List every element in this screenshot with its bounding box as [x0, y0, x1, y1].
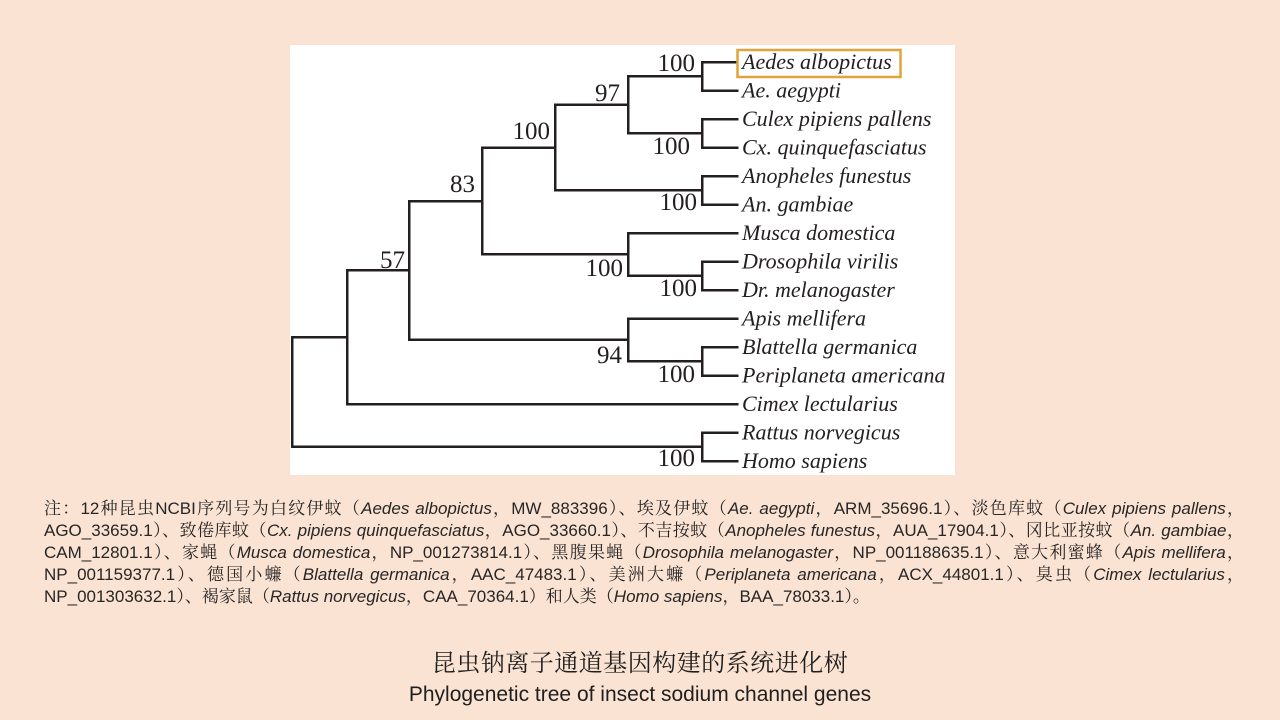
species-name: Blattella germanica: [302, 565, 450, 584]
phylogenetic-tree: [290, 45, 955, 475]
note-segment: ，MW_883396）、埃及伊蚊（: [491, 499, 728, 518]
title-en: Phylogenetic tree of insect sodium channel genes: [408, 683, 872, 706]
bootstrap-value: 100: [659, 189, 697, 216]
note-segment: ，NP_001188635.1）、意大利蜜蜂（: [833, 543, 1123, 562]
bootstrap-value: 100: [657, 361, 695, 388]
bootstrap-value: 83: [450, 171, 475, 198]
bootstrap-value: 100: [512, 118, 550, 145]
title-zh: 昆虫钠离子通道基因构建的系统进化树: [431, 650, 849, 677]
note-segment: ，ARM_35696.1）、淡色库蚊（: [814, 499, 1063, 518]
taxon-label: Dr. melanogaster: [742, 277, 895, 302]
species-name: Cimex lectularius: [1093, 565, 1225, 584]
species-name: Cx. pipiens quinquefasciatus: [266, 521, 485, 540]
note-segment: ，AUA_17904.1）、冈比亚按蚊（: [875, 521, 1131, 540]
note-segment: 注：12种昆虫NCBI序列号为白纹伊蚊（: [44, 499, 362, 518]
taxon-label: Apis mellifera: [742, 305, 867, 331]
taxon-label: Anopheles funestus: [742, 163, 912, 188]
species-name: Ae. aegypti: [727, 499, 815, 518]
taxon-label: Aedes albopictus: [742, 49, 892, 74]
bootstrap-value: 100: [585, 255, 623, 282]
species-name: Apis mellifera: [1122, 543, 1226, 562]
taxon-label: An. gambiae: [742, 191, 854, 217]
note-segment: ，NP_001303632.1）、褐家鼠（: [44, 565, 1244, 606]
taxon-label: Drosophila virilis: [742, 248, 899, 274]
taxon-label: Cx. quinquefasciatus: [742, 134, 927, 160]
bootstrap-value: 100: [657, 445, 695, 472]
note-segment: ，ACX_44801.1）、臭虫（: [876, 565, 1094, 584]
species-name: Rattus norvegicus: [269, 587, 406, 606]
species-name: An. gambiae: [1130, 521, 1227, 540]
bootstrap-value: 100: [659, 275, 697, 302]
note-segment: ，CAA_70364.1）和人类（: [405, 587, 614, 606]
taxon-label: Culex pipiens pallens: [742, 106, 932, 131]
note-text: [44, 498, 1244, 608]
taxon-label: Homo sapiens: [742, 448, 868, 473]
tree-panel: [290, 45, 955, 475]
species-name: Culex pipiens pallens: [1062, 499, 1226, 518]
note-segment: ，BAA_78033.1）。: [722, 587, 870, 606]
species-name: Musca domestica: [236, 543, 371, 562]
note-segment: ，AGO_33660.1）、不吉按蚊（: [484, 521, 726, 540]
taxon-label: Ae. aegypti: [742, 77, 841, 103]
taxon-label: Blattella germanica: [742, 334, 918, 359]
bootstrap-value: 94: [597, 342, 622, 369]
bootstrap-value: 97: [595, 80, 620, 107]
species-name: Anopheles funestus: [725, 521, 876, 540]
note-segment: ，CAM_12801.1）、家蝇（: [44, 521, 1244, 562]
taxon-label: Rattus norvegicus: [742, 419, 901, 445]
bootstrap-value: 100: [652, 133, 690, 160]
species-name: Aedes albopictus: [361, 499, 492, 518]
note-segment: ，AGO_33659.1）、致倦库蚊（: [44, 499, 1245, 540]
bootstrap-value: 100: [657, 50, 695, 77]
species-name: Periplaneta americana: [704, 565, 877, 584]
bootstrap-value: 57: [380, 247, 405, 274]
note-segment: ，NP_001159377.1）、德国小蠊（: [44, 543, 1245, 584]
taxon-label: Periplaneta americana: [742, 362, 946, 388]
note-segment: ，AAC_47483.1）、美洲大蠊（: [449, 565, 705, 584]
species-name: Homo sapiens: [613, 587, 723, 606]
note-segment: ，NP_001273814.1）、黑腹果蝇（: [370, 543, 643, 562]
taxon-label: Cimex lectularius: [742, 391, 898, 416]
taxon-label: Musca domestica: [742, 220, 896, 245]
species-name: Drosophila melanogaster: [642, 543, 834, 562]
